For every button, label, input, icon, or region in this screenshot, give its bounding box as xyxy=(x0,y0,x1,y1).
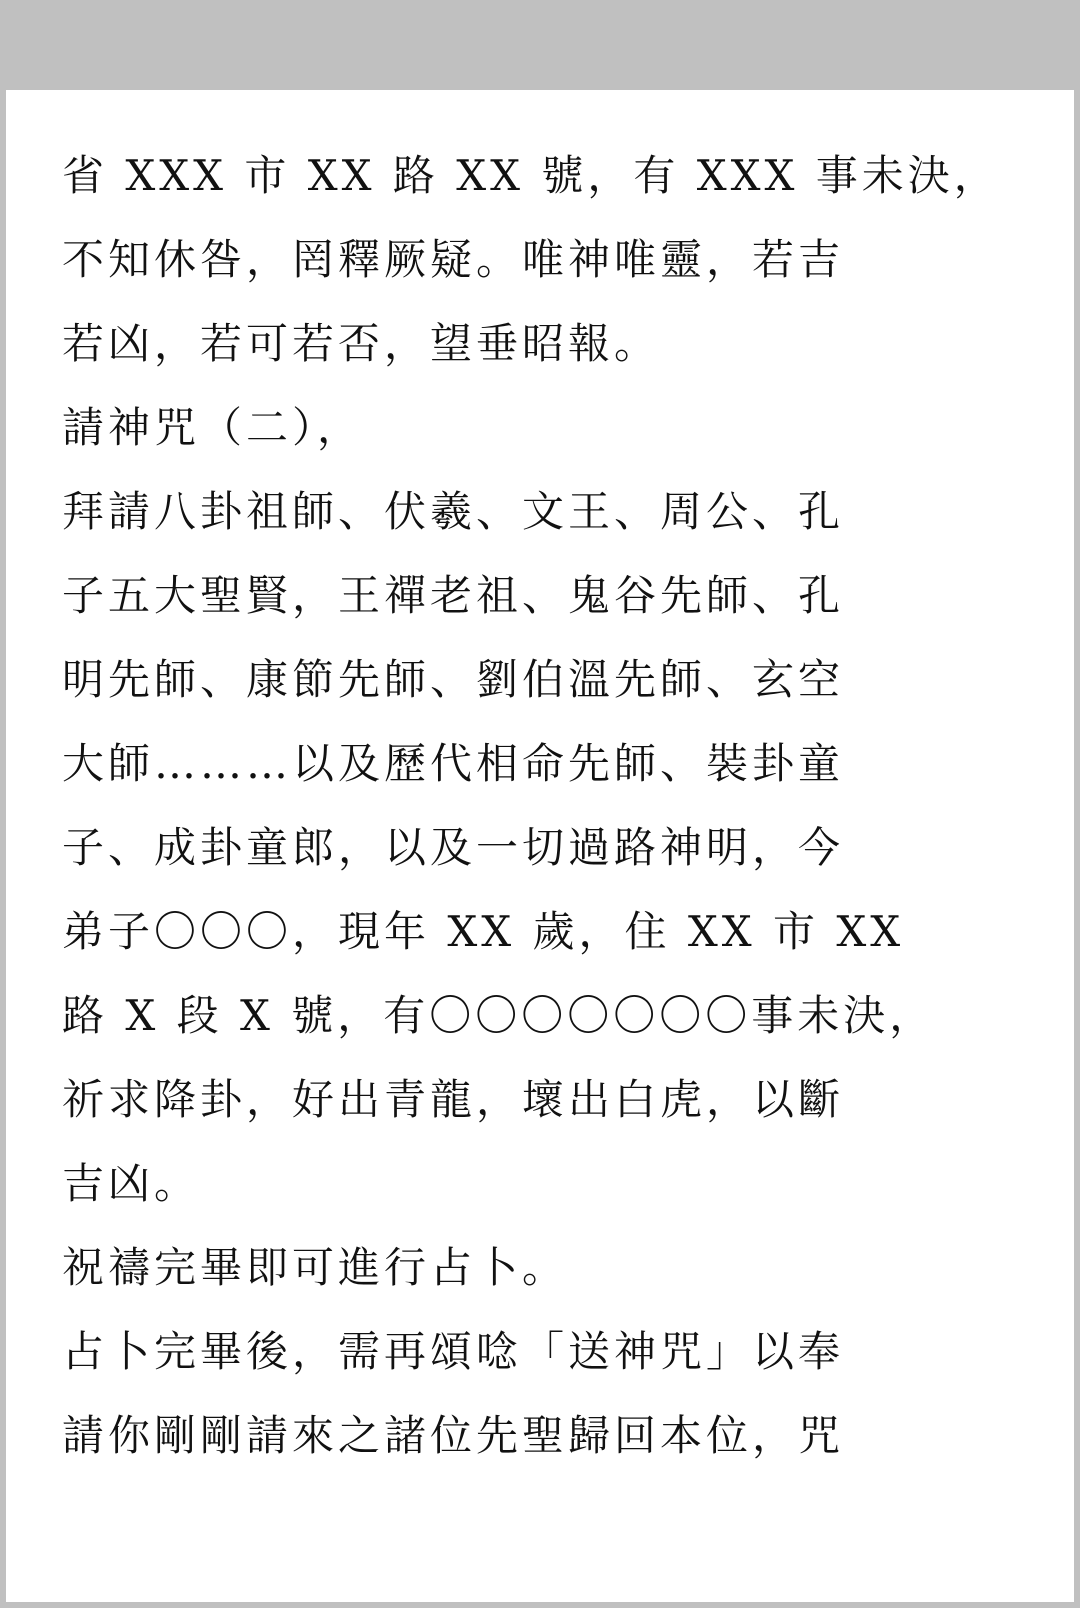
text-line: 占卜完畢後，需再頌唸「送神咒」以奉 xyxy=(62,1327,845,1376)
text-line: 子五大聖賢，王禪老祖、鬼谷先師、孔 xyxy=(62,571,845,620)
text-line: 省 XXX 市 XX 路 XX 號，有 XXX 事未決， xyxy=(62,151,1000,200)
text-line: 大師………以及歷代相命先師、裝卦童 xyxy=(62,739,845,788)
text-line: 祝禱完畢即可進行占卜。 xyxy=(62,1243,569,1292)
text-line: 子、成卦童郎，以及一切過路神明，今 xyxy=(62,823,845,872)
text-line: 不知休咎，罔釋厥疑。唯神唯靈，若吉 xyxy=(62,235,845,284)
text-line: 若凶，若可若否，望垂昭報。 xyxy=(62,319,661,368)
section-heading: 請神咒（二）， xyxy=(62,403,364,452)
page-text xyxy=(62,134,1000,1478)
text-line: 吉凶。 xyxy=(62,1159,201,1208)
text-line: 拜請八卦祖師、伏羲、文王、周公、孔 xyxy=(62,487,845,536)
text-line: 明先師、康節先師、劉伯溫先師、玄空 xyxy=(62,655,845,704)
text-line: 弟子〇〇〇，現年 XX 歲，住 XX 市 XX xyxy=(62,907,905,956)
text-line: 路 X 段 X 號，有〇〇〇〇〇〇〇事未決， xyxy=(62,991,936,1040)
text-line: 請你剛剛請來之諸位先聖歸回本位，咒 xyxy=(62,1411,845,1460)
text-line: 祈求降卦，好出青龍，壞出白虎，以斷 xyxy=(62,1075,845,1124)
document-page xyxy=(6,90,1074,1602)
